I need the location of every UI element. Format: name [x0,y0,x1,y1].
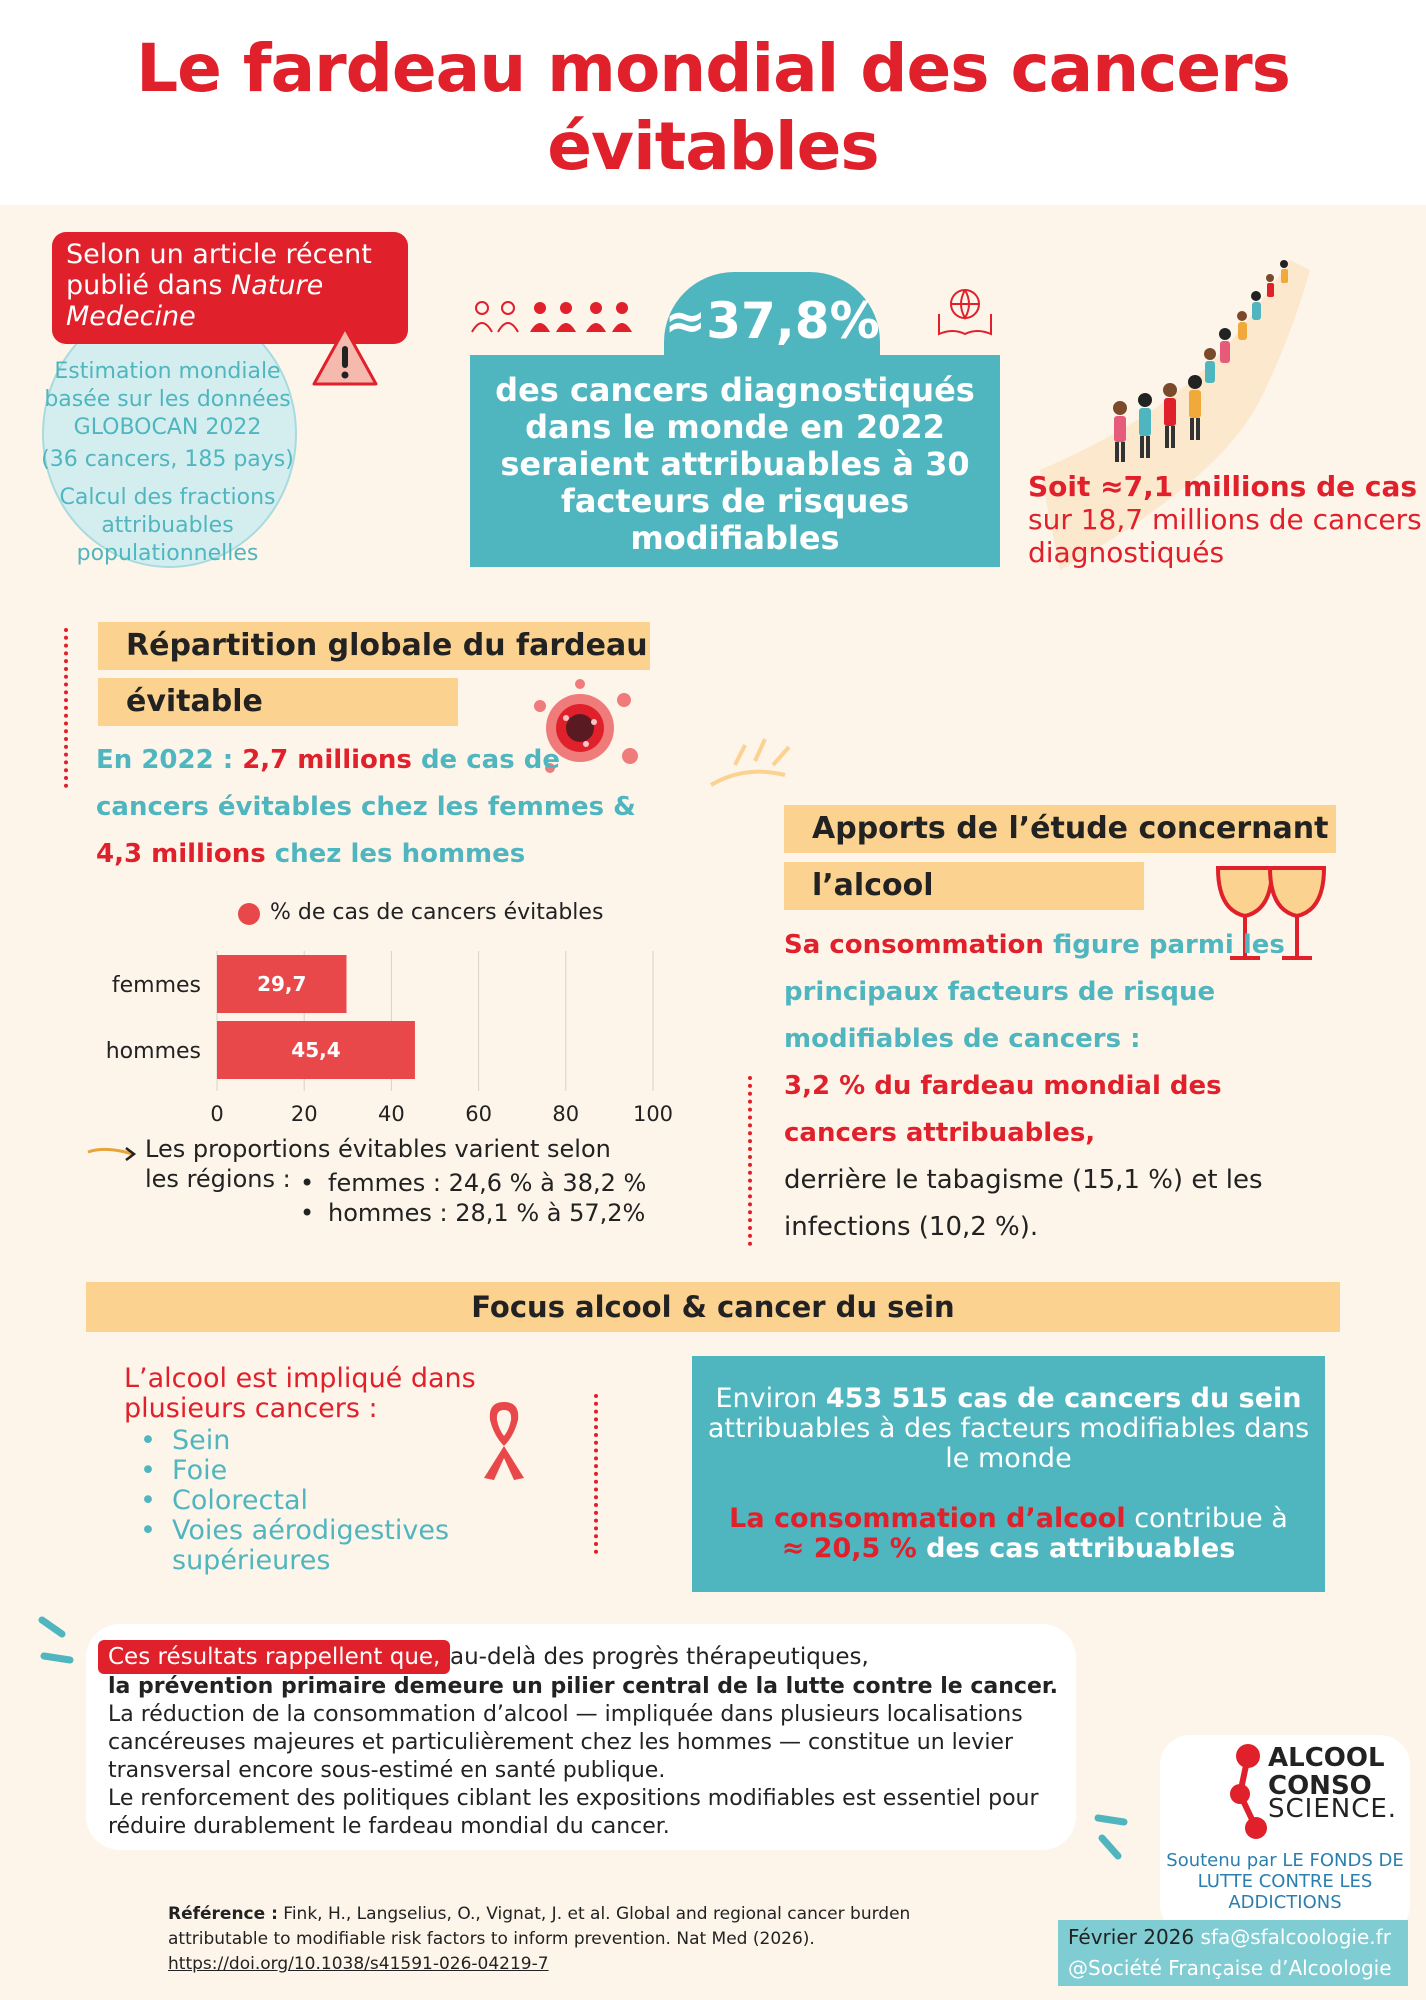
breast-cancer-box: Environ 453 515 cas de cancers du sein attribuables à des facteurs modifiables dans le monde La consommation d’alcool contribue à ≈ 20,5 % des cas attribuables [692,1356,1325,1592]
list-item: • hommes : 28,1 % à 57,2% [300,1198,646,1228]
cancer-list [140,1426,470,1576]
chart-legend: % de cas de cancers évitables [270,900,604,925]
conclusion-lead: au-delà des progrès thérapeutiques, [450,1644,869,1670]
x-tick-label: 80 [552,1102,580,1125]
globe-book-icon [935,284,995,338]
list-item: • Colorectal [140,1486,470,1516]
x-tick-label: 100 [632,1102,674,1125]
quote-decoration [1090,1808,1140,1868]
conclusion-text: la prévention primaire demeure un pilier central de la lutte contre le cancer. La réduction de la consommation d’alcool — impliquée dans plusieurs localisations cancéreuses majeures et particulièrement chez les hommes — constitue un levier transversal encore sous-estimé en santé publique. Le renforcement des politiques ciblant les expositions modifiables est essentiel pour réduire durablement le fardeau mondial du cancer. [108,1674,1058,1839]
people-icon [468,296,648,336]
legend-marker [238,903,260,925]
logo-science: SCIENCE. [1268,1794,1398,1824]
category-label: hommes [105,1039,201,1064]
section-title-alcool-2: l’alcool [784,862,1144,910]
support-text: Soutenu par LE FONDS DE LUTTE CONTRE LES ADDICTIONS [1166,1850,1404,1913]
dotted-divider [64,628,68,788]
value-label: 29,7 [257,972,307,996]
x-tick-label: 40 [378,1102,405,1125]
list-item: • femmes : 24,6 % à 38,2 % [300,1168,646,1198]
x-tick-label: 20 [290,1102,318,1125]
section-title-alcool: Apports de l’étude concernant [784,805,1336,853]
category-label: femmes [111,973,201,998]
alcool-text: Sa consommation figure parmi les principaux facteurs de risque modifiables de cancers : 3,2 % du fardeau mondial des cancers attribuables, derrière le tabagisme (15,1 %) et les infections (10,2 %). [784,930,1285,1242]
list-item: • Foie [140,1456,470,1486]
sparkle-decoration [705,735,805,805]
section-title-repartition: Répartition globale du fardeau [98,622,650,670]
doi-link[interactable]: https://doi.org/10.1038/s41591-026-04219-7 [168,1954,549,1974]
footer-contact: Février 2026 sfa@sfalcoologie.fr @Société Française d’Alcoologie [1058,1920,1408,1986]
list-item: • Sein [140,1426,470,1456]
quote-decoration [36,1612,86,1672]
reference: Référence : Fink, H., Langselius, O., Vignat, J. et al. Global and regional cancer burden attributable to modifiable risk factors to inform prevention. Nat Med (2026). https://doi.org/10.1038/s41591-026-04219-7 [168,1904,911,1974]
section-title-repartition-2: évitable [98,678,458,726]
stat-description: des cancers diagnostiqués dans le monde en 2022 seraient attribuables à 30 facteurs de risques modifiables [495,371,975,557]
article-callout: Selon un article récent publié dans Nature Medecine [52,232,408,344]
value-label: 45,4 [291,1038,341,1062]
method-text: Estimation mondiale basée sur les données GLOBOCAN 2022 (36 cancers, 185 pays) Calcul des fractions attribuables populationnelles [41,359,294,566]
page-title: Le fardeau mondial des cancers évitables [136,30,1290,185]
x-tick-label: 60 [465,1102,492,1125]
pink-ribbon-icon [472,1396,536,1482]
case-count: Soit ≈7,1 millions de cas sur 18,7 millions de cancers diagnostiqués [1028,470,1422,569]
dotted-divider [748,1076,752,1246]
stat-value: ≈37,8% [664,292,880,350]
arrow-icon [86,1142,140,1164]
focus-title: Focus alcool & cancer du sein [86,1282,1340,1332]
dotted-divider [594,1394,598,1554]
list-item: • Voies aérodigestives supérieures [140,1516,470,1576]
conclusion-tag: Ces résultats rappellent que, [98,1640,450,1674]
logo-text: ALCOOL CONSO [1268,1743,1385,1801]
bar-chart [80,945,700,1125]
focus-intro: L’alcool est impliqué dans plusieurs cancers : [124,1363,476,1424]
variation-list [300,1168,646,1228]
x-tick-label: 0 [210,1102,224,1125]
warning-icon [310,322,380,392]
variation-text: Les proportions évitables varient selon les régions : [145,1135,611,1193]
repartition-text: En 2022 : 2,7 millions de cas de cancers évitables chez les femmes & 4,3 millions chez les hommes [96,745,636,869]
